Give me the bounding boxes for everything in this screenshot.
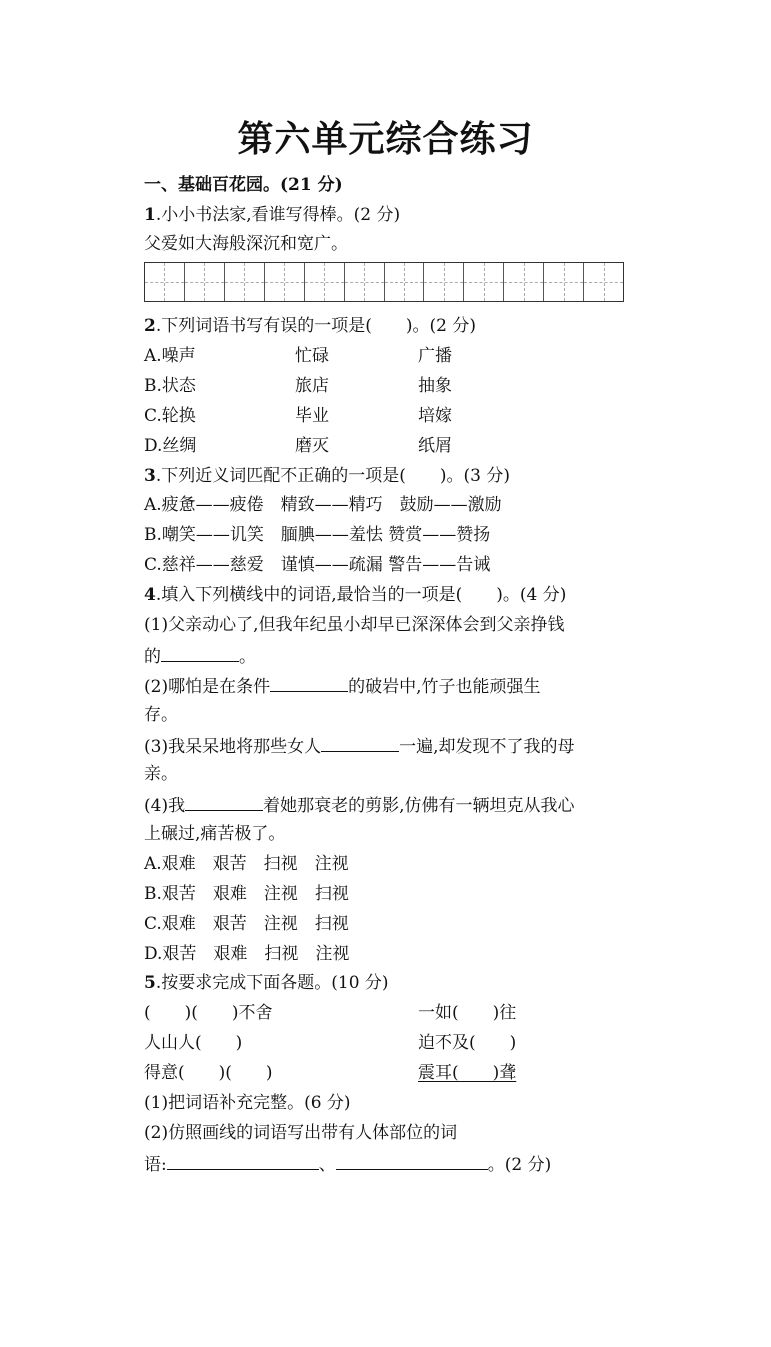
question-text: .按要求完成下面各题。(10 分) bbox=[155, 973, 389, 993]
option-b-word2: 旅店 bbox=[295, 376, 329, 396]
idiom-4: 迫不及( ) bbox=[418, 1033, 517, 1053]
option-b-word1: B.状态 bbox=[144, 376, 196, 396]
q4-sentence-3 bbox=[144, 733, 575, 759]
option-a-word2: 忙碌 bbox=[295, 346, 329, 366]
q4-option-d: D.艰苦 艰难 扫视 注视 bbox=[144, 944, 350, 964]
q5-sub-1: (1)把词语补充完整。(6 分) bbox=[144, 1093, 351, 1113]
q4-option-a: A.艰难 艰苦 扫视 注视 bbox=[144, 854, 349, 874]
option-d-word3: 纸屑 bbox=[418, 436, 452, 456]
question-text: .小小书法家,看谁写得棒。(2 分) bbox=[155, 205, 401, 225]
fill-blank[interactable] bbox=[161, 643, 239, 662]
q5-sub-2-answer bbox=[144, 1151, 551, 1177]
sentence-text: 的 bbox=[144, 647, 161, 667]
question-text: .填入下列横线中的词语,最恰当的一项是( )。(4 分) bbox=[155, 585, 567, 605]
option-c-word1: C.轮换 bbox=[144, 406, 196, 426]
option-a-word1: A.噪声 bbox=[144, 346, 196, 366]
option-c-word3: 培嫁 bbox=[418, 406, 452, 426]
question-4 bbox=[144, 583, 566, 607]
option-d-word2: 磨灭 bbox=[295, 436, 329, 456]
q4-option-c: C.艰难 艰苦 注视 扫视 bbox=[144, 914, 349, 934]
q4-sentence-1-end bbox=[144, 643, 256, 669]
option-a-word3: 广播 bbox=[418, 346, 452, 366]
q4-sentence-4 bbox=[144, 792, 575, 818]
option-d-word1: D.丝绸 bbox=[144, 436, 197, 456]
question-number: 1 bbox=[144, 205, 156, 225]
q4-sentence-3-end: 亲。 bbox=[144, 764, 178, 784]
idiom-2: 一如( )往 bbox=[418, 1003, 517, 1023]
sentence-text: 的破岩中,竹子也能顽强生 bbox=[348, 677, 541, 697]
idiom-1: ( )( )不舍 bbox=[144, 1003, 273, 1023]
section-heading: 一、基础百花园。(21 分) bbox=[144, 175, 343, 195]
fill-blank[interactable] bbox=[321, 733, 399, 752]
question-text: .下列词语书写有误的一项是( )。(2 分) bbox=[155, 316, 476, 336]
q4-sentence-1: (1)父亲动心了,但我年纪虽小却早已深深体会到父亲挣钱 bbox=[144, 615, 565, 635]
q4-sentence-4-end: 上碾过,痛苦极了。 bbox=[144, 824, 286, 844]
sentence-text: 一遍,却发现不了我的母 bbox=[399, 737, 575, 757]
question-3 bbox=[144, 464, 510, 488]
fill-blank[interactable] bbox=[167, 1151, 319, 1170]
sentence-text: 着她那衰老的剪影,仿佛有一辆坦克从我心 bbox=[263, 796, 575, 816]
q3-option-c: C.慈祥——慈爱 谨慎——疏漏 警告——告诫 bbox=[144, 555, 491, 575]
question-2 bbox=[144, 314, 476, 338]
option-c-word2: 毕业 bbox=[295, 406, 329, 426]
q3-option-b: B.嘲笑——讥笑 腼腆——羞怯 赞赏——赞扬 bbox=[144, 525, 491, 545]
q3-option-a: A.疲惫——疲倦 精致——精巧 鼓励——激励 bbox=[144, 495, 502, 515]
option-b-word3: 抽象 bbox=[418, 376, 452, 396]
sentence-text: (2)哪怕是在条件 bbox=[144, 677, 271, 697]
sentence-text: 。 bbox=[239, 647, 256, 667]
page-title: 第六单元综合练习 bbox=[237, 118, 534, 160]
question-number: 3 bbox=[144, 466, 156, 486]
sentence-text: (3)我呆呆地将那些女人 bbox=[144, 737, 322, 757]
q4-sentence-2 bbox=[144, 673, 541, 699]
question-1 bbox=[144, 203, 400, 227]
question-number: 5 bbox=[144, 973, 156, 993]
q5-sub-2: (2)仿照画线的词语写出带有人体部位的词 bbox=[144, 1123, 458, 1143]
separator: 、 bbox=[318, 1155, 336, 1175]
question-5 bbox=[144, 971, 389, 995]
fill-blank[interactable] bbox=[270, 673, 348, 692]
question-number: 2 bbox=[144, 316, 156, 336]
idiom-3: 人山人( ) bbox=[144, 1033, 243, 1053]
writing-grid[interactable] bbox=[144, 262, 624, 302]
sentence-text: (4)我 bbox=[144, 796, 186, 816]
copy-sentence: 父爱如大海般深沉和宽广。 bbox=[144, 234, 348, 254]
q4-sentence-2-end: 存。 bbox=[144, 705, 178, 725]
question-number: 4 bbox=[144, 585, 156, 605]
fill-blank[interactable] bbox=[185, 792, 263, 811]
q4-option-b: B.艰苦 艰难 注视 扫视 bbox=[144, 884, 349, 904]
question-text: .下列近义词匹配不正确的一项是( )。(3 分) bbox=[155, 466, 510, 486]
idiom-6-underlined: 震耳( )聋 bbox=[418, 1063, 517, 1083]
idiom-5: 得意( )( ) bbox=[144, 1063, 273, 1083]
fill-blank[interactable] bbox=[336, 1151, 488, 1170]
sentence-text: 。(2 分) bbox=[487, 1155, 552, 1175]
sentence-text: 语: bbox=[144, 1155, 167, 1175]
